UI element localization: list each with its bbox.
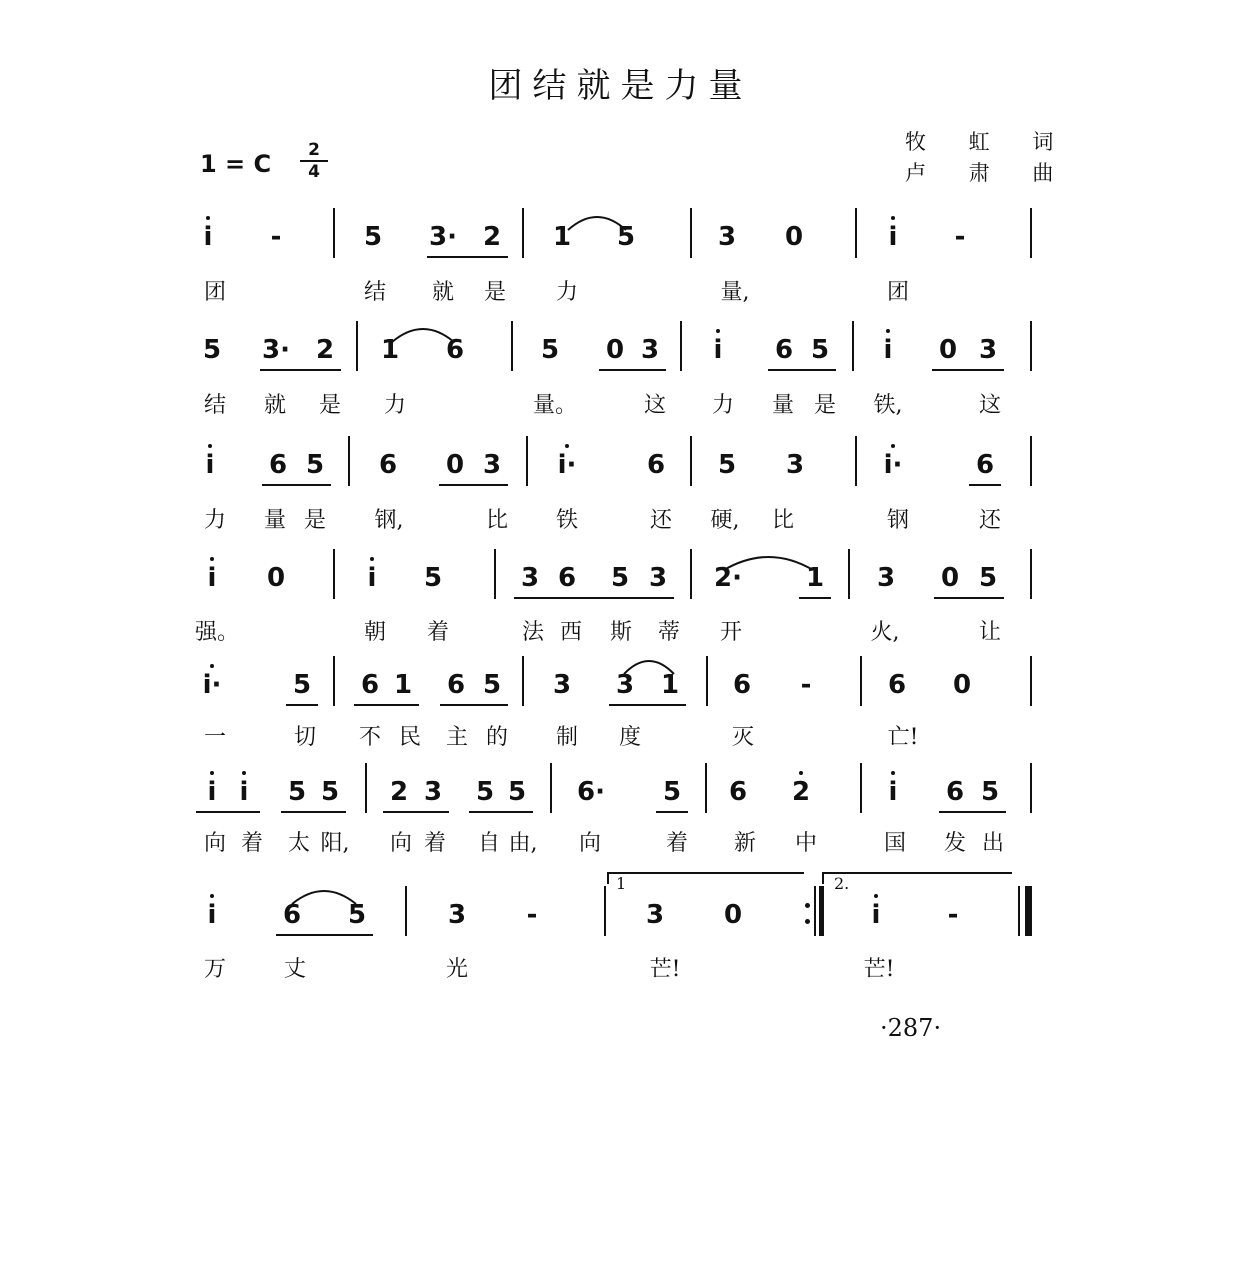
barline [522, 656, 524, 706]
note: i [192, 563, 232, 593]
lyric-syllable: 就 [431, 280, 454, 305]
barline [852, 321, 854, 371]
note: i [856, 900, 896, 930]
octave-dot [716, 329, 720, 333]
lyric-syllable: 切 [293, 725, 316, 750]
note: 5 [475, 777, 495, 807]
note: 5 [482, 670, 502, 700]
lyric-syllable: 是 [813, 393, 836, 418]
lyric-syllable: 灭 [731, 725, 754, 750]
beam-underline [969, 484, 1001, 486]
lyric-syllable: 硬, [710, 508, 740, 533]
note: 3 [876, 563, 896, 593]
note: 3 [482, 450, 502, 480]
volta-bracket-1 [607, 872, 804, 884]
note: 0 [445, 450, 465, 480]
lyric-syllable: 让 [978, 620, 1001, 645]
octave-dot [210, 557, 214, 561]
lyric-syllable: 国 [883, 831, 906, 856]
octave-dot [206, 216, 210, 220]
note: 5 [978, 563, 998, 593]
beam-underline [656, 811, 688, 813]
lyric-syllable: 力 [383, 393, 406, 418]
note: 5 [363, 222, 383, 252]
lyric-syllable: 不 [358, 725, 381, 750]
lyric-syllable: 开 [719, 620, 742, 645]
lyric-syllable: 中 [794, 831, 817, 856]
note: 3 [648, 563, 668, 593]
barline [1030, 886, 1032, 936]
lyric-syllable: 制 [555, 725, 578, 750]
slur [622, 654, 676, 676]
note: 2 [315, 335, 335, 365]
lyric-syllable: 芒! [863, 957, 895, 982]
note: 6· [577, 777, 605, 807]
lyric-syllable: 着 [665, 831, 688, 856]
barline [1030, 763, 1032, 813]
barline [550, 763, 552, 813]
lyric-syllable: 芒! [649, 957, 681, 982]
barline [526, 436, 528, 486]
octave-dot [891, 771, 895, 775]
beam-underline [286, 704, 318, 706]
lyric-syllable: 团 [203, 280, 226, 305]
octave-dot [210, 771, 214, 775]
note: 5 [662, 777, 682, 807]
song-title: 团结就是力量 [488, 66, 753, 106]
beam-underline [276, 934, 373, 936]
lyric-syllable: 力 [555, 280, 578, 305]
barline [1030, 549, 1032, 599]
lyric-syllable: 向 [389, 831, 412, 856]
lyric-syllable: 是 [483, 280, 506, 305]
note: 0 [723, 900, 743, 930]
lyric-syllable: 向 [203, 831, 226, 856]
note: - [270, 222, 282, 252]
note: 5 [610, 563, 630, 593]
note: 3 [640, 335, 660, 365]
note: 3 [717, 222, 737, 252]
note: 2 [781, 777, 821, 807]
page-number: ·287· [880, 1014, 942, 1042]
lyric-syllable: 向 [578, 831, 601, 856]
slur [290, 884, 358, 906]
barline [405, 886, 407, 936]
note: 5 [423, 563, 443, 593]
lyric-syllable: 阳, [320, 831, 350, 856]
beam-underline [609, 704, 686, 706]
octave-dot [874, 894, 878, 898]
note: 1 [380, 335, 400, 365]
lyric-syllable: 就 [263, 393, 286, 418]
final-barline [1018, 886, 1020, 936]
barline [705, 763, 707, 813]
volta-number-1: 1 [616, 874, 627, 893]
note: 5 [980, 777, 1000, 807]
note: 3 [615, 670, 635, 700]
note: 6 [360, 670, 380, 700]
beam-underline [932, 369, 1004, 371]
note: 5 [616, 222, 636, 252]
note: - [947, 900, 959, 930]
beam-underline [469, 811, 533, 813]
lyric-syllable: 发 [943, 831, 966, 856]
beam-underline [281, 811, 346, 813]
note: i· [873, 450, 913, 480]
beam-underline [799, 597, 831, 599]
lyric-syllable: 还 [649, 508, 672, 533]
note: 3 [645, 900, 665, 930]
lyric-syllable: 民 [398, 725, 421, 750]
barline [333, 208, 335, 258]
slur [566, 210, 628, 232]
note: 6 [282, 900, 302, 930]
lyric-syllable: 由, [508, 831, 538, 856]
note: i [868, 335, 908, 365]
slur [722, 550, 815, 572]
note: 5 [320, 777, 340, 807]
lyric-syllable: 光 [445, 957, 468, 982]
note: i [224, 777, 264, 807]
note: 6 [268, 450, 288, 480]
note: 5 [202, 335, 222, 365]
lyric-syllable: 钢, [374, 508, 404, 533]
lyric-syllable: 太 [287, 831, 310, 856]
lyric-syllable: 着 [423, 831, 446, 856]
volta-bracket-2 [822, 872, 1012, 884]
lyric-syllable: 还 [978, 508, 1001, 533]
lyric-syllable: 量, [720, 280, 750, 305]
note: i· [547, 450, 587, 480]
note: 6 [887, 670, 907, 700]
beam-underline [514, 597, 674, 599]
lyric-syllable: 法 [521, 620, 544, 645]
lyric-syllable: 比 [771, 508, 794, 533]
lyric-syllable: 铁 [555, 508, 578, 533]
lyric-syllable: 主 [445, 725, 468, 750]
lyric-syllable: 火, [870, 620, 900, 645]
beam-underline [260, 369, 341, 371]
barline [522, 208, 524, 258]
lyric-syllable: 丈 [283, 957, 306, 982]
barline [855, 436, 857, 486]
note: 5 [305, 450, 325, 480]
beam-underline [354, 704, 419, 706]
note: i [188, 222, 228, 252]
lyric-syllable: 力 [711, 393, 734, 418]
lyric-syllable: 铁, [873, 393, 903, 418]
note: 3· [429, 222, 457, 252]
note: i [352, 563, 392, 593]
barline [604, 886, 606, 936]
barline [365, 763, 367, 813]
note: 0 [940, 563, 960, 593]
beam-underline [427, 256, 508, 258]
note: 6 [975, 450, 995, 480]
barline [1030, 656, 1032, 706]
lyric-syllable: 着 [426, 620, 449, 645]
note: 5 [287, 777, 307, 807]
repeat-thick-barline [819, 886, 824, 936]
barline [348, 436, 350, 486]
note: 0 [784, 222, 804, 252]
lyric-syllable: 力 [203, 508, 226, 533]
barline [860, 763, 862, 813]
note: 3 [978, 335, 998, 365]
repeat-dot [805, 903, 810, 908]
barline [356, 321, 358, 371]
slur [390, 322, 456, 344]
lyric-syllable: 结 [203, 393, 226, 418]
key-signature: 1 = C [200, 150, 272, 178]
repeat-dot [805, 919, 810, 924]
octave-dot [886, 329, 890, 333]
time-signature-bottom: 4 [300, 160, 328, 182]
note: i [873, 222, 913, 252]
composer-credit: 卢 肃 曲 [905, 161, 1072, 185]
note: 1 [552, 222, 572, 252]
note: 0 [952, 670, 972, 700]
lyric-syllable: 一 [203, 725, 226, 750]
lyric-syllable: 结 [363, 280, 386, 305]
note: 6 [728, 777, 748, 807]
note: i [698, 335, 738, 365]
note: - [800, 670, 812, 700]
note: 3 [785, 450, 805, 480]
octave-dot [208, 444, 212, 448]
barline [848, 549, 850, 599]
note: 3 [447, 900, 467, 930]
note: i [192, 900, 232, 930]
barline [1030, 208, 1032, 258]
lyric-syllable: 是 [318, 393, 341, 418]
note: 6 [646, 450, 666, 480]
note: 5 [507, 777, 527, 807]
barline [690, 436, 692, 486]
barline [690, 208, 692, 258]
lyric-syllable: 是 [303, 508, 326, 533]
volta-number-2: 2. [834, 874, 850, 893]
note: 6 [378, 450, 398, 480]
note: i [190, 450, 230, 480]
beam-underline [440, 704, 508, 706]
note: 6 [732, 670, 752, 700]
lyric-syllable: 万 [203, 957, 226, 982]
note: 6 [445, 335, 465, 365]
note: 3· [262, 335, 290, 365]
lyric-syllable: 度 [618, 725, 641, 750]
lyric-syllable: 比 [485, 508, 508, 533]
lyricist-credit: 牧 虹 词 [905, 130, 1072, 154]
barline [333, 549, 335, 599]
lyric-syllable: 出 [981, 831, 1004, 856]
note: 6 [945, 777, 965, 807]
note: 3 [552, 670, 572, 700]
note: 6 [446, 670, 466, 700]
lyric-syllable: 这 [978, 393, 1001, 418]
barline [690, 549, 692, 599]
lyric-syllable: 量 [263, 508, 286, 533]
note: i [873, 777, 913, 807]
note: 1 [393, 670, 413, 700]
note: 1 [660, 670, 680, 700]
octave-dot [565, 444, 569, 448]
note: 6 [774, 335, 794, 365]
beam-underline [599, 369, 666, 371]
lyric-syllable: 斯 [609, 620, 632, 645]
barline [860, 656, 862, 706]
lyric-syllable: 强。 [195, 620, 240, 645]
beam-underline [934, 597, 1004, 599]
note: 0 [605, 335, 625, 365]
final-thick-barline [1025, 886, 1030, 936]
barline [1030, 436, 1032, 486]
repeat-barline [814, 886, 816, 936]
lyric-syllable: 着 [240, 831, 263, 856]
note: 3 [520, 563, 540, 593]
note: 5 [292, 670, 312, 700]
barline [680, 321, 682, 371]
lyric-syllable: 朝 [363, 620, 386, 645]
octave-dot [891, 216, 895, 220]
note: 6 [557, 563, 577, 593]
lyric-syllable: 自 [477, 831, 500, 856]
barline [855, 208, 857, 258]
octave-dot [799, 771, 803, 775]
beam-underline [196, 811, 260, 813]
barline [494, 549, 496, 599]
note: 2 [482, 222, 502, 252]
note: 3 [423, 777, 443, 807]
barline [511, 321, 513, 371]
lyric-syllable: 量 [771, 393, 794, 418]
note: - [954, 222, 966, 252]
beam-underline [439, 484, 508, 486]
note: i· [192, 670, 232, 700]
lyric-syllable: 这 [643, 393, 666, 418]
octave-dot [242, 771, 246, 775]
lyric-syllable: 量。 [533, 393, 578, 418]
note: - [526, 900, 538, 930]
note: 1 [805, 563, 825, 593]
time-signature-top: 2 [308, 140, 320, 160]
time-signature [300, 140, 328, 182]
barline [333, 656, 335, 706]
beam-underline [383, 811, 449, 813]
note: 0 [266, 563, 286, 593]
note: 2· [714, 563, 742, 593]
barline [706, 656, 708, 706]
beam-underline [939, 811, 1006, 813]
note: 5 [717, 450, 737, 480]
lyric-syllable: 团 [886, 280, 909, 305]
note: 5 [540, 335, 560, 365]
lyric-syllable: 亡! [887, 725, 919, 750]
lyric-syllable: 西 [559, 620, 582, 645]
lyric-syllable: 新 [733, 831, 756, 856]
beam-underline [262, 484, 331, 486]
note: i [192, 777, 232, 807]
note: 2 [389, 777, 409, 807]
note: 0 [938, 335, 958, 365]
note: 5 [810, 335, 830, 365]
beam-underline [768, 369, 836, 371]
octave-dot [891, 444, 895, 448]
note: 5 [347, 900, 367, 930]
lyric-syllable: 钢 [886, 508, 909, 533]
octave-dot [210, 664, 214, 668]
lyric-syllable: 蒂 [657, 620, 680, 645]
barline [1030, 321, 1032, 371]
octave-dot [210, 894, 214, 898]
lyric-syllable: 的 [485, 725, 508, 750]
octave-dot [370, 557, 374, 561]
